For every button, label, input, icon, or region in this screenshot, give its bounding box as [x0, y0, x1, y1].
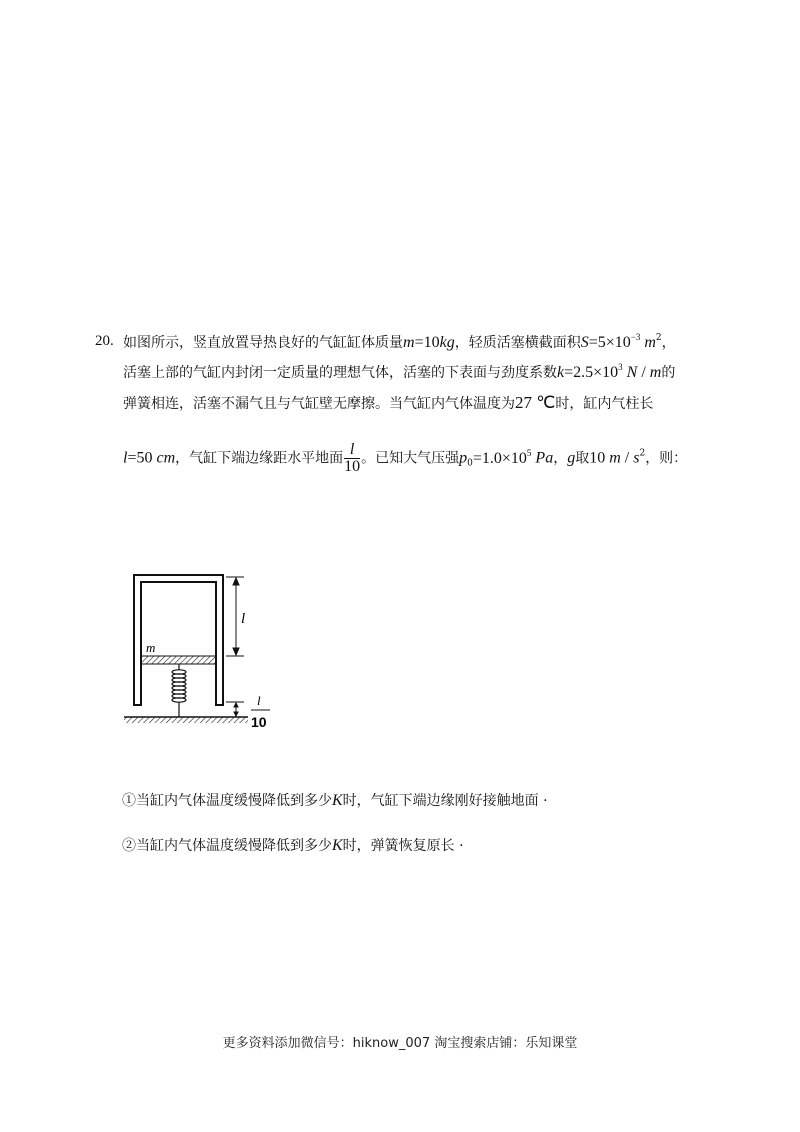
- pressure-formula: p: [459, 449, 468, 467]
- problem-line-4: l=50 cm，气缸下端边缘距水平地面 $\frac{l}{10}$ 。已知大气压强$p_0=1.0\times 10^5$ Pa，g取10 m / $s^2$，则：: [123, 441, 688, 475]
- mass-formula: m: [403, 334, 415, 351]
- temperature-value: 27 ℃: [515, 393, 556, 412]
- question-1: ①当缸内气体温度缓慢降低到多少K时，气缸下端边缘刚好接触地面 ·: [122, 792, 548, 809]
- cylinder-diagram: [120, 565, 290, 735]
- length-formula: l: [123, 449, 128, 467]
- ground: [124, 717, 248, 723]
- spring: [172, 664, 186, 717]
- spring-constant-formula: k: [557, 364, 565, 381]
- dimension-lines: [226, 577, 244, 716]
- problem-line-2: 活塞上部的气缸内封闭一定质量的理想气体，活塞的下表面与劲度系数$k=2.5\times 10^3$ N / m的: [123, 362, 676, 381]
- fraction-l-over-10: $\frac{l}{10}$: [344, 441, 361, 475]
- cylinder-spring-figure: [120, 565, 290, 739]
- area-formula: S: [580, 334, 589, 351]
- label-m: m: [146, 640, 156, 655]
- problem-number: 20.: [95, 333, 114, 349]
- label-l: l: [241, 611, 246, 627]
- question-2: ②当缸内气体温度缓慢降低到多少K时，弹簧恢复原长 ·: [122, 837, 464, 854]
- label-frac-den: 10: [251, 714, 267, 730]
- problem-line-3: 弹簧相连，活塞不漏气且与气缸壁无摩擦。当气缸内气体温度为27 ℃时，缸内气柱长: [123, 393, 654, 412]
- label-frac-num: l: [257, 693, 261, 708]
- piston: [141, 656, 216, 664]
- footer-text: 更多资料添加微信号：hiknow_007 淘宝搜索店铺：乐知课堂: [222, 1036, 578, 1051]
- problem-line-1: 如图所示，竖直放置导热良好的气缸缸体质量m=10kg，轻质活塞横截面积$S=5\times 10^{-3}$ $m^2$，: [123, 332, 676, 351]
